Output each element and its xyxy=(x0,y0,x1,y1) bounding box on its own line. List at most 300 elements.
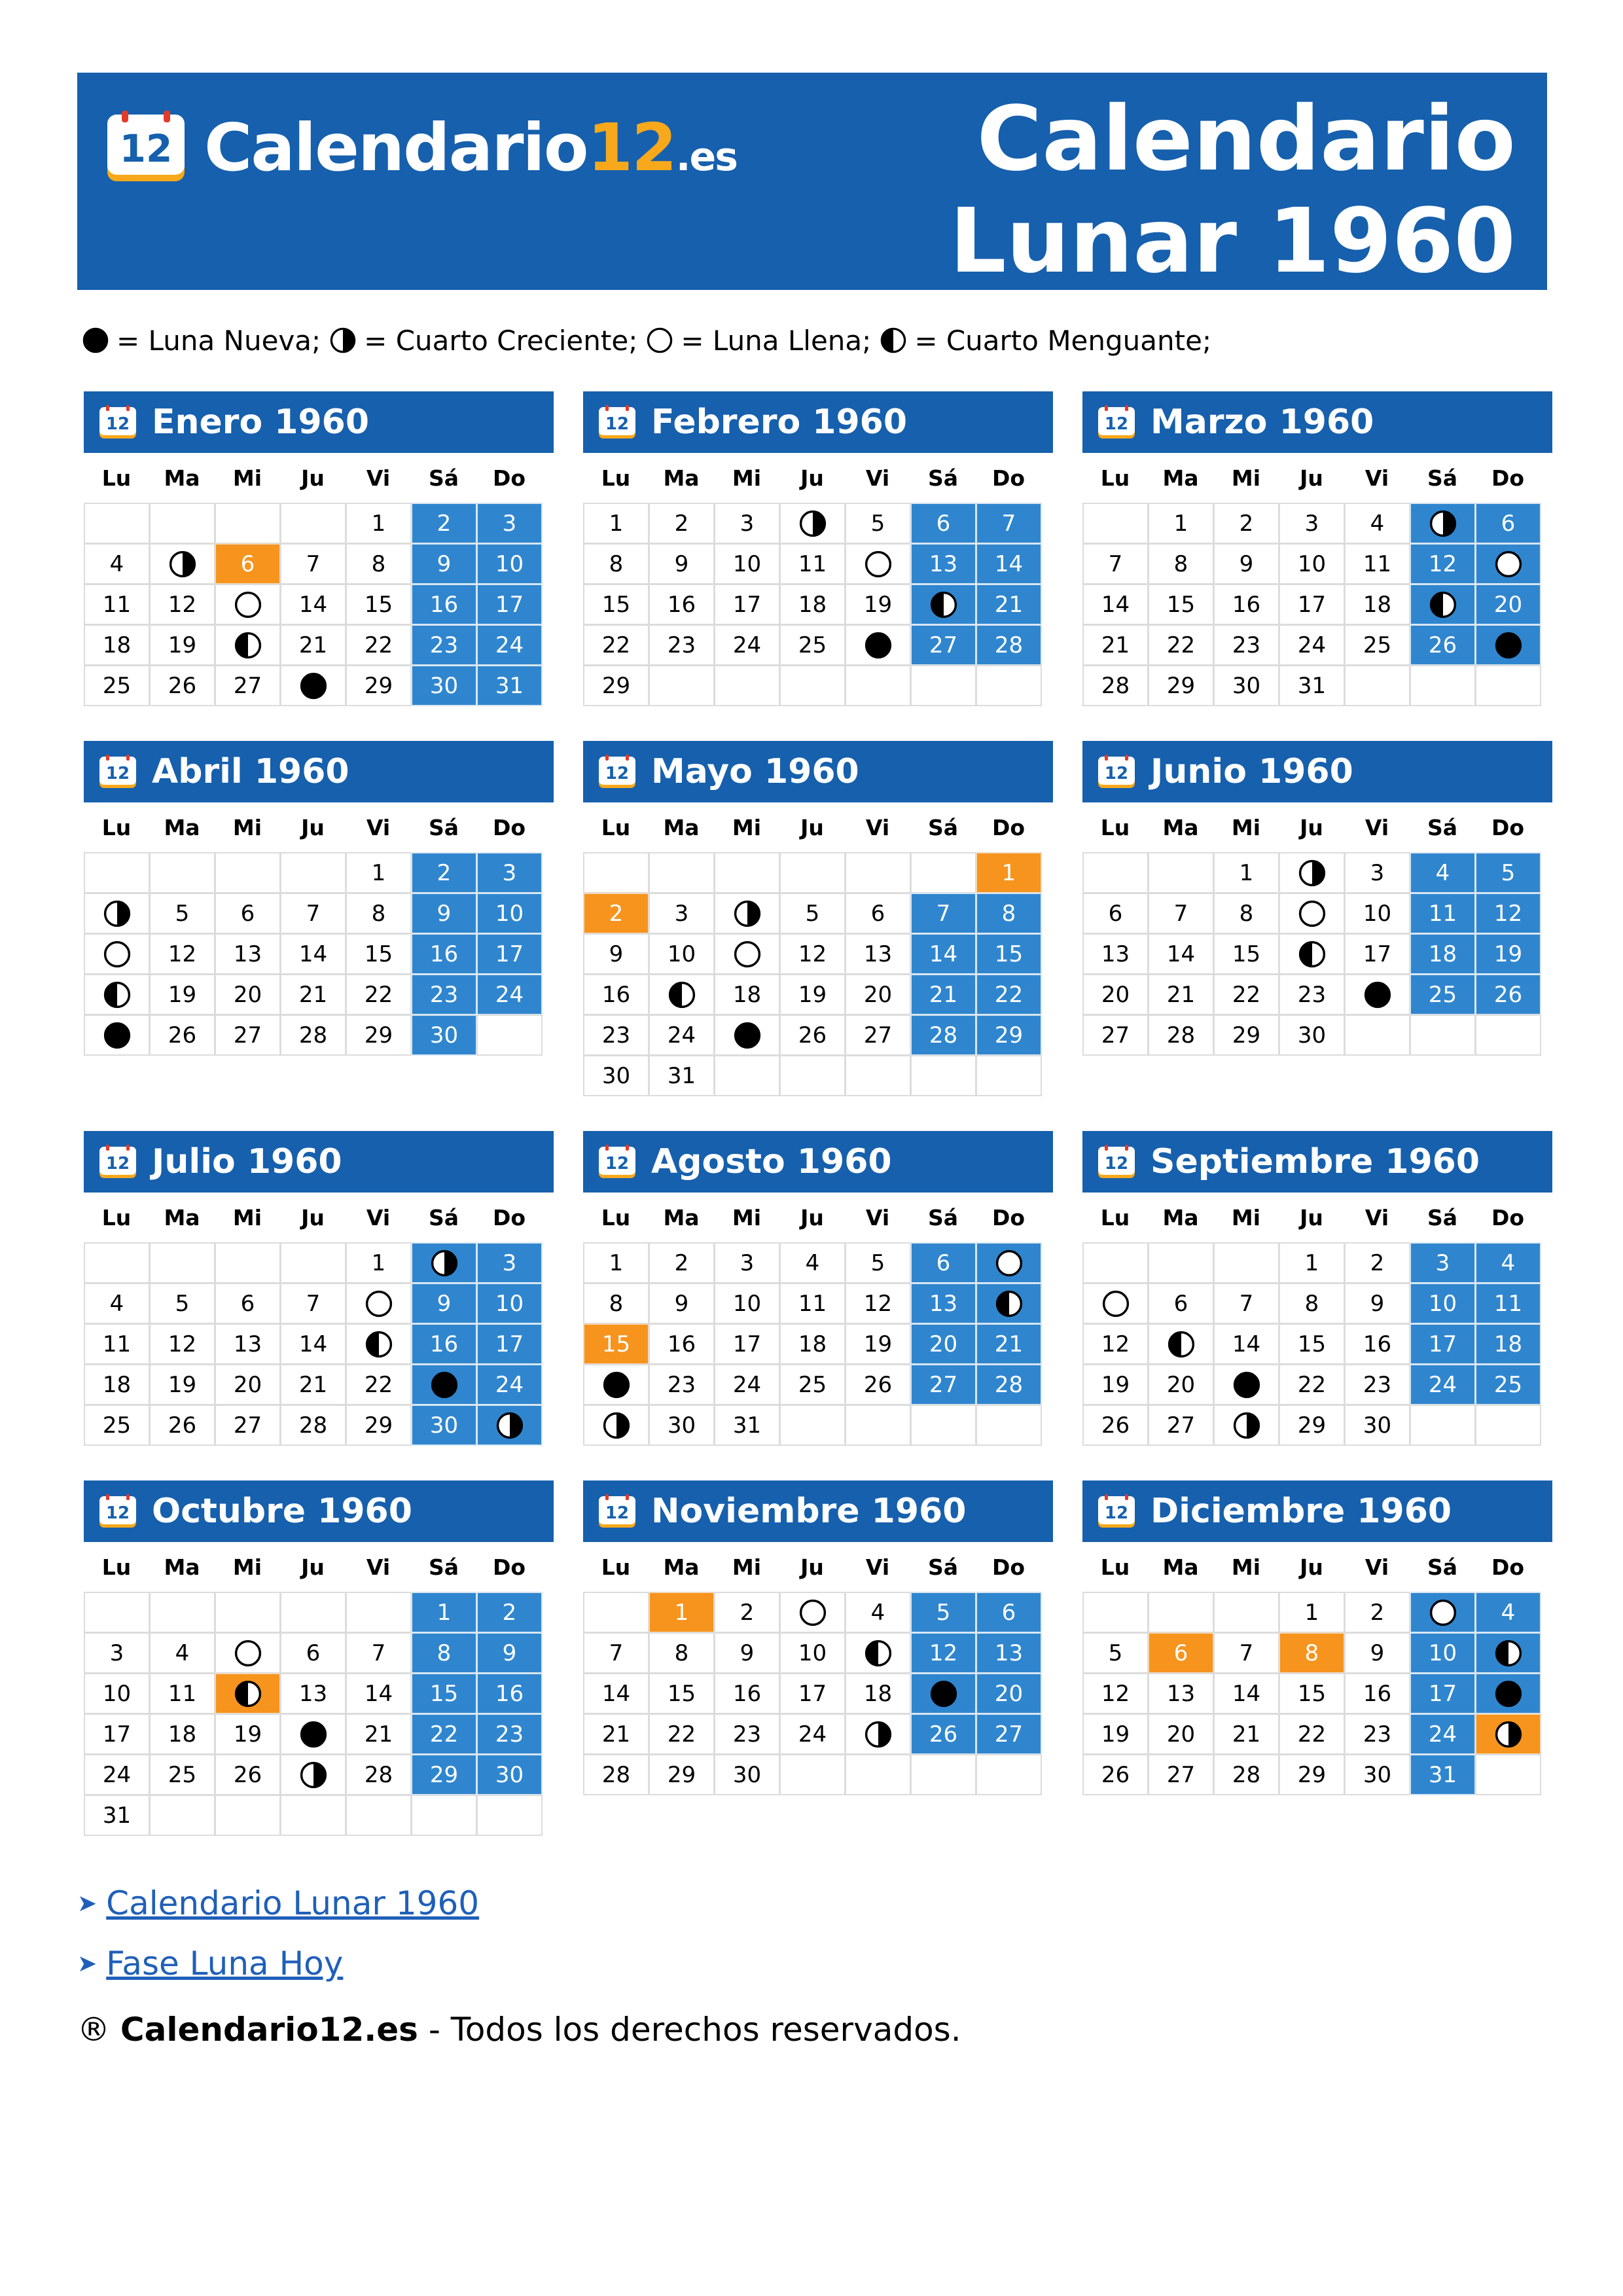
day-cell[interactable]: 6 xyxy=(1148,1632,1214,1674)
day-cell[interactable]: 1 xyxy=(583,503,649,544)
day-cell[interactable]: 23 xyxy=(649,1364,715,1405)
day-cell[interactable]: 2 xyxy=(1344,1592,1410,1633)
day-cell[interactable]: 30 xyxy=(1213,665,1279,706)
day-cell[interactable] xyxy=(714,893,780,934)
day-cell[interactable]: 7 xyxy=(976,503,1042,544)
day-cell[interactable]: 7 xyxy=(1082,543,1149,584)
day-cell[interactable]: 18 xyxy=(1410,933,1476,975)
day-cell[interactable] xyxy=(1475,543,1541,584)
day-cell[interactable] xyxy=(411,1242,477,1283)
day-cell[interactable]: 29 xyxy=(346,1014,412,1056)
day-cell[interactable]: 18 xyxy=(149,1713,215,1755)
day-cell[interactable]: 20 xyxy=(1148,1364,1214,1405)
day-cell[interactable]: 24 xyxy=(649,1014,715,1056)
day-cell[interactable]: 1 xyxy=(649,1592,715,1633)
day-cell[interactable]: 8 xyxy=(1279,1632,1345,1674)
day-cell[interactable]: 2 xyxy=(714,1592,780,1633)
day-cell[interactable] xyxy=(1410,584,1476,625)
day-cell[interactable]: 2 xyxy=(476,1592,543,1633)
day-cell[interactable] xyxy=(583,1364,649,1405)
day-cell[interactable]: 27 xyxy=(215,1014,281,1056)
day-cell[interactable]: 10 xyxy=(649,933,715,975)
day-cell[interactable]: 2 xyxy=(583,893,649,934)
day-cell[interactable]: 22 xyxy=(346,1364,412,1405)
day-cell[interactable]: 28 xyxy=(1082,665,1149,706)
day-cell[interactable]: 16 xyxy=(583,974,649,1015)
day-cell[interactable]: 19 xyxy=(149,624,215,666)
day-cell[interactable]: 15 xyxy=(1279,1323,1345,1365)
day-cell[interactable]: 26 xyxy=(1082,1405,1149,1446)
day-cell[interactable]: 25 xyxy=(1344,624,1410,666)
day-cell[interactable] xyxy=(649,974,715,1015)
day-cell[interactable]: 3 xyxy=(476,852,543,893)
day-cell[interactable]: 13 xyxy=(1082,933,1149,975)
link-calendario-lunar[interactable]: Calendario Lunar 1960 xyxy=(106,1884,480,1922)
day-cell[interactable]: 17 xyxy=(1410,1323,1476,1365)
day-cell[interactable]: 12 xyxy=(1082,1673,1149,1714)
day-cell[interactable]: 20 xyxy=(845,974,911,1015)
day-cell[interactable]: 3 xyxy=(1410,1242,1476,1283)
day-cell[interactable] xyxy=(84,933,150,975)
day-cell[interactable] xyxy=(84,893,150,934)
day-cell[interactable]: 25 xyxy=(1410,974,1476,1015)
day-cell[interactable]: 6 xyxy=(1148,1283,1214,1324)
day-cell[interactable]: 4 xyxy=(779,1242,846,1283)
day-cell[interactable]: 6 xyxy=(215,543,281,584)
day-cell[interactable]: 8 xyxy=(649,1632,715,1674)
day-cell[interactable]: 30 xyxy=(411,665,477,706)
day-cell[interactable]: 1 xyxy=(583,1242,649,1283)
day-cell[interactable]: 20 xyxy=(910,1323,976,1365)
day-cell[interactable]: 27 xyxy=(215,665,281,706)
day-cell[interactable]: 17 xyxy=(476,933,543,975)
day-cell[interactable] xyxy=(1279,893,1345,934)
day-cell[interactable]: 12 xyxy=(779,933,846,975)
day-cell[interactable]: 13 xyxy=(910,1283,976,1324)
day-cell[interactable]: 27 xyxy=(1148,1405,1214,1446)
day-cell[interactable]: 13 xyxy=(976,1632,1042,1674)
day-cell[interactable]: 4 xyxy=(1344,503,1410,544)
day-cell[interactable]: 30 xyxy=(411,1014,477,1056)
day-cell[interactable]: 18 xyxy=(845,1673,911,1714)
day-cell[interactable] xyxy=(910,1673,976,1714)
day-cell[interactable] xyxy=(84,1014,150,1056)
day-cell[interactable]: 28 xyxy=(280,1014,346,1056)
day-cell[interactable]: 11 xyxy=(1344,543,1410,584)
day-cell[interactable] xyxy=(476,1405,543,1446)
day-cell[interactable]: 8 xyxy=(583,1283,649,1324)
day-cell[interactable] xyxy=(1410,1592,1476,1633)
day-cell[interactable] xyxy=(215,624,281,666)
day-cell[interactable]: 25 xyxy=(84,665,150,706)
day-cell[interactable]: 28 xyxy=(976,1364,1042,1405)
day-cell[interactable]: 19 xyxy=(845,1323,911,1365)
day-cell[interactable]: 16 xyxy=(1213,584,1279,625)
day-cell[interactable]: 28 xyxy=(910,1014,976,1056)
day-cell[interactable]: 12 xyxy=(149,584,215,625)
day-cell[interactable]: 26 xyxy=(1410,624,1476,666)
day-cell[interactable]: 26 xyxy=(149,1405,215,1446)
day-cell[interactable]: 27 xyxy=(910,624,976,666)
day-cell[interactable]: 5 xyxy=(149,1283,215,1324)
day-cell[interactable]: 24 xyxy=(779,1713,846,1755)
day-cell[interactable]: 10 xyxy=(476,893,543,934)
day-cell[interactable] xyxy=(1213,1405,1279,1446)
day-cell[interactable]: 29 xyxy=(346,665,412,706)
day-cell[interactable]: 11 xyxy=(779,1283,846,1324)
day-cell[interactable]: 10 xyxy=(714,1283,780,1324)
day-cell[interactable]: 17 xyxy=(1344,933,1410,975)
day-cell[interactable]: 19 xyxy=(1475,933,1541,975)
day-cell[interactable]: 13 xyxy=(910,543,976,584)
day-cell[interactable]: 20 xyxy=(215,1364,281,1405)
day-cell[interactable]: 26 xyxy=(1475,974,1541,1015)
day-cell[interactable]: 2 xyxy=(649,1242,715,1283)
day-cell[interactable]: 15 xyxy=(346,584,412,625)
day-cell[interactable]: 12 xyxy=(910,1632,976,1674)
day-cell[interactable]: 23 xyxy=(1344,1364,1410,1405)
day-cell[interactable]: 28 xyxy=(346,1754,412,1795)
day-cell[interactable]: 23 xyxy=(649,624,715,666)
day-cell[interactable]: 22 xyxy=(346,624,412,666)
day-cell[interactable]: 23 xyxy=(583,1014,649,1056)
day-cell[interactable]: 16 xyxy=(649,584,715,625)
day-cell[interactable]: 24 xyxy=(476,1364,543,1405)
day-cell[interactable]: 22 xyxy=(1279,1364,1345,1405)
day-cell[interactable]: 10 xyxy=(1410,1632,1476,1674)
day-cell[interactable]: 13 xyxy=(215,933,281,975)
day-cell[interactable]: 27 xyxy=(845,1014,911,1056)
day-cell[interactable]: 30 xyxy=(1344,1754,1410,1795)
day-cell[interactable]: 17 xyxy=(1279,584,1345,625)
day-cell[interactable]: 30 xyxy=(583,1055,649,1096)
day-cell[interactable]: 23 xyxy=(1344,1713,1410,1755)
day-cell[interactable]: 5 xyxy=(910,1592,976,1633)
day-cell[interactable]: 21 xyxy=(280,624,346,666)
day-cell[interactable]: 15 xyxy=(583,584,649,625)
day-cell[interactable]: 28 xyxy=(280,1405,346,1446)
day-cell[interactable]: 11 xyxy=(1475,1283,1541,1324)
day-cell[interactable]: 12 xyxy=(149,1323,215,1365)
day-cell[interactable]: 7 xyxy=(1148,893,1214,934)
day-cell[interactable]: 29 xyxy=(346,1405,412,1446)
day-cell[interactable]: 27 xyxy=(1082,1014,1149,1056)
day-cell[interactable]: 7 xyxy=(280,1283,346,1324)
day-cell[interactable] xyxy=(1213,1364,1279,1405)
day-cell[interactable]: 5 xyxy=(779,893,846,934)
day-cell[interactable]: 29 xyxy=(583,665,649,706)
day-cell[interactable]: 18 xyxy=(714,974,780,1015)
day-cell[interactable] xyxy=(1475,1632,1541,1674)
day-cell[interactable]: 12 xyxy=(149,933,215,975)
day-cell[interactable]: 29 xyxy=(1279,1754,1345,1795)
day-cell[interactable]: 2 xyxy=(1213,503,1279,544)
day-cell[interactable]: 30 xyxy=(476,1754,543,1795)
day-cell[interactable]: 24 xyxy=(476,974,543,1015)
day-cell[interactable]: 2 xyxy=(649,503,715,544)
day-cell[interactable]: 15 xyxy=(1213,933,1279,975)
day-cell[interactable]: 15 xyxy=(346,933,412,975)
day-cell[interactable]: 12 xyxy=(1475,893,1541,934)
day-cell[interactable]: 25 xyxy=(149,1754,215,1795)
day-cell[interactable]: 26 xyxy=(215,1754,281,1795)
day-cell[interactable]: 9 xyxy=(1213,543,1279,584)
day-cell[interactable]: 10 xyxy=(714,543,780,584)
day-cell[interactable]: 14 xyxy=(910,933,976,975)
day-cell[interactable] xyxy=(779,503,846,544)
day-cell[interactable]: 23 xyxy=(714,1713,780,1755)
day-cell[interactable] xyxy=(215,584,281,625)
day-cell[interactable]: 27 xyxy=(976,1713,1042,1755)
day-cell[interactable]: 9 xyxy=(411,543,477,584)
day-cell[interactable]: 31 xyxy=(649,1055,715,1096)
day-cell[interactable]: 10 xyxy=(84,1673,150,1714)
day-cell[interactable] xyxy=(910,584,976,625)
day-cell[interactable]: 10 xyxy=(476,1283,543,1324)
day-cell[interactable] xyxy=(845,1632,911,1674)
day-cell[interactable]: 22 xyxy=(1213,974,1279,1015)
day-cell[interactable]: 16 xyxy=(411,1323,477,1365)
day-cell[interactable]: 15 xyxy=(1279,1673,1345,1714)
day-cell[interactable]: 7 xyxy=(280,893,346,934)
day-cell[interactable]: 28 xyxy=(583,1754,649,1795)
day-cell[interactable]: 28 xyxy=(1148,1014,1214,1056)
day-cell[interactable]: 1 xyxy=(411,1592,477,1633)
day-cell[interactable]: 3 xyxy=(476,503,543,544)
day-cell[interactable]: 19 xyxy=(1082,1713,1149,1755)
day-cell[interactable]: 19 xyxy=(149,1364,215,1405)
day-cell[interactable]: 9 xyxy=(411,893,477,934)
day-cell[interactable]: 5 xyxy=(1475,852,1541,893)
day-cell[interactable]: 9 xyxy=(1344,1283,1410,1324)
day-cell[interactable]: 17 xyxy=(779,1673,846,1714)
day-cell[interactable]: 7 xyxy=(1213,1632,1279,1674)
day-cell[interactable]: 18 xyxy=(1344,584,1410,625)
day-cell[interactable]: 12 xyxy=(1410,543,1476,584)
day-cell[interactable] xyxy=(714,1014,780,1056)
day-cell[interactable]: 9 xyxy=(411,1283,477,1324)
day-cell[interactable]: 5 xyxy=(845,503,911,544)
day-cell[interactable]: 13 xyxy=(1148,1673,1214,1714)
day-cell[interactable]: 22 xyxy=(1148,624,1214,666)
day-cell[interactable]: 2 xyxy=(411,852,477,893)
day-cell[interactable]: 16 xyxy=(649,1323,715,1365)
day-cell[interactable]: 8 xyxy=(1279,1283,1345,1324)
day-cell[interactable]: 20 xyxy=(1475,584,1541,625)
day-cell[interactable]: 16 xyxy=(714,1673,780,1714)
day-cell[interactable]: 18 xyxy=(779,1323,846,1365)
day-cell[interactable]: 12 xyxy=(1082,1323,1149,1365)
day-cell[interactable]: 3 xyxy=(1279,503,1345,544)
day-cell[interactable]: 15 xyxy=(649,1673,715,1714)
day-cell[interactable]: 15 xyxy=(1148,584,1214,625)
day-cell[interactable]: 30 xyxy=(649,1405,715,1446)
day-cell[interactable]: 29 xyxy=(1148,665,1214,706)
day-cell[interactable]: 11 xyxy=(84,584,150,625)
day-cell[interactable]: 19 xyxy=(149,974,215,1015)
day-cell[interactable]: 17 xyxy=(1410,1673,1476,1714)
day-cell[interactable]: 4 xyxy=(84,1283,150,1324)
day-cell[interactable]: 9 xyxy=(714,1632,780,1674)
day-cell[interactable]: 31 xyxy=(1279,665,1345,706)
day-cell[interactable] xyxy=(845,624,911,666)
day-cell[interactable]: 26 xyxy=(149,665,215,706)
day-cell[interactable]: 21 xyxy=(280,1364,346,1405)
day-cell[interactable]: 31 xyxy=(714,1405,780,1446)
day-cell[interactable]: 14 xyxy=(976,543,1042,584)
day-cell[interactable]: 14 xyxy=(1213,1323,1279,1365)
day-cell[interactable]: 24 xyxy=(84,1754,150,1795)
day-cell[interactable]: 9 xyxy=(1344,1632,1410,1674)
day-cell[interactable]: 14 xyxy=(1082,584,1149,625)
day-cell[interactable]: 21 xyxy=(1148,974,1214,1015)
day-cell[interactable] xyxy=(215,1632,281,1674)
day-cell[interactable]: 2 xyxy=(1344,1242,1410,1283)
day-cell[interactable]: 14 xyxy=(280,584,346,625)
day-cell[interactable]: 6 xyxy=(215,893,281,934)
day-cell[interactable]: 19 xyxy=(779,974,846,1015)
day-cell[interactable]: 17 xyxy=(476,584,543,625)
day-cell[interactable]: 14 xyxy=(280,933,346,975)
day-cell[interactable]: 27 xyxy=(910,1364,976,1405)
day-cell[interactable]: 4 xyxy=(1475,1242,1541,1283)
day-cell[interactable]: 3 xyxy=(714,1242,780,1283)
day-cell[interactable]: 2 xyxy=(411,503,477,544)
day-cell[interactable]: 10 xyxy=(1344,893,1410,934)
day-cell[interactable] xyxy=(411,1364,477,1405)
day-cell[interactable]: 29 xyxy=(649,1754,715,1795)
day-cell[interactable]: 21 xyxy=(583,1713,649,1755)
day-cell[interactable]: 23 xyxy=(411,624,477,666)
day-cell[interactable]: 1 xyxy=(346,1242,412,1283)
day-cell[interactable]: 13 xyxy=(215,1323,281,1365)
day-cell[interactable]: 8 xyxy=(1148,543,1214,584)
day-cell[interactable]: 29 xyxy=(411,1754,477,1795)
day-cell[interactable]: 8 xyxy=(976,893,1042,934)
day-cell[interactable]: 21 xyxy=(910,974,976,1015)
site-logo[interactable] xyxy=(105,108,737,187)
day-cell[interactable]: 28 xyxy=(976,624,1042,666)
day-cell[interactable]: 1 xyxy=(346,503,412,544)
day-cell[interactable]: 9 xyxy=(649,543,715,584)
day-cell[interactable] xyxy=(1475,1673,1541,1714)
day-cell[interactable]: 4 xyxy=(84,543,150,584)
day-cell[interactable]: 22 xyxy=(976,974,1042,1015)
day-cell[interactable] xyxy=(1475,624,1541,666)
day-cell[interactable]: 1 xyxy=(346,852,412,893)
day-cell[interactable]: 6 xyxy=(1475,503,1541,544)
day-cell[interactable] xyxy=(346,1283,412,1324)
day-cell[interactable]: 25 xyxy=(779,624,846,666)
day-cell[interactable]: 1 xyxy=(976,852,1042,893)
day-cell[interactable]: 10 xyxy=(476,543,543,584)
day-cell[interactable]: 16 xyxy=(411,584,477,625)
day-cell[interactable]: 19 xyxy=(215,1713,281,1755)
day-cell[interactable]: 14 xyxy=(280,1323,346,1365)
day-cell[interactable]: 8 xyxy=(411,1632,477,1674)
day-cell[interactable]: 29 xyxy=(976,1014,1042,1056)
day-cell[interactable]: 17 xyxy=(84,1713,150,1755)
day-cell[interactable]: 23 xyxy=(476,1713,543,1755)
day-cell[interactable]: 25 xyxy=(84,1405,150,1446)
day-cell[interactable]: 27 xyxy=(215,1405,281,1446)
day-cell[interactable] xyxy=(845,543,911,584)
day-cell[interactable]: 24 xyxy=(714,1364,780,1405)
day-cell[interactable]: 20 xyxy=(976,1673,1042,1714)
day-cell[interactable] xyxy=(149,543,215,584)
day-cell[interactable]: 23 xyxy=(1279,974,1345,1015)
day-cell[interactable] xyxy=(1344,974,1410,1015)
day-cell[interactable] xyxy=(1148,1323,1214,1365)
day-cell[interactable]: 21 xyxy=(1082,624,1149,666)
day-cell[interactable]: 5 xyxy=(845,1242,911,1283)
day-cell[interactable]: 24 xyxy=(714,624,780,666)
day-cell[interactable] xyxy=(583,1405,649,1446)
day-cell[interactable]: 6 xyxy=(1082,893,1149,934)
day-cell[interactable]: 4 xyxy=(845,1592,911,1633)
day-cell[interactable]: 17 xyxy=(714,1323,780,1365)
day-cell[interactable]: 14 xyxy=(583,1673,649,1714)
day-cell[interactable]: 7 xyxy=(1213,1283,1279,1324)
day-cell[interactable]: 20 xyxy=(215,974,281,1015)
day-cell[interactable]: 6 xyxy=(976,1592,1042,1633)
day-cell[interactable]: 7 xyxy=(583,1632,649,1674)
day-cell[interactable]: 1 xyxy=(1279,1592,1345,1633)
day-cell[interactable]: 31 xyxy=(476,665,543,706)
day-cell[interactable]: 15 xyxy=(411,1673,477,1714)
day-cell[interactable]: 8 xyxy=(1213,893,1279,934)
day-cell[interactable]: 11 xyxy=(149,1673,215,1714)
day-cell[interactable] xyxy=(1279,852,1345,893)
day-cell[interactable]: 1 xyxy=(1148,503,1214,544)
day-cell[interactable]: 25 xyxy=(779,1364,846,1405)
day-cell[interactable]: 3 xyxy=(649,893,715,934)
day-cell[interactable]: 11 xyxy=(779,543,846,584)
day-cell[interactable]: 8 xyxy=(346,893,412,934)
day-cell[interactable]: 3 xyxy=(714,503,780,544)
day-cell[interactable]: 1 xyxy=(1213,852,1279,893)
day-cell[interactable]: 6 xyxy=(845,893,911,934)
day-cell[interactable]: 31 xyxy=(1410,1754,1476,1795)
day-cell[interactable] xyxy=(1279,933,1345,975)
day-cell[interactable] xyxy=(1410,503,1476,544)
day-cell[interactable]: 24 xyxy=(476,624,543,666)
day-cell[interactable]: 21 xyxy=(280,974,346,1015)
day-cell[interactable]: 22 xyxy=(1279,1713,1345,1755)
day-cell[interactable]: 6 xyxy=(910,1242,976,1283)
day-cell[interactable]: 5 xyxy=(1082,1632,1149,1674)
day-cell[interactable]: 8 xyxy=(583,543,649,584)
day-cell[interactable]: 21 xyxy=(976,1323,1042,1365)
day-cell[interactable]: 24 xyxy=(1410,1713,1476,1755)
day-cell[interactable]: 19 xyxy=(845,584,911,625)
day-cell[interactable]: 10 xyxy=(779,1632,846,1674)
day-cell[interactable] xyxy=(215,1673,281,1714)
day-cell[interactable] xyxy=(280,1754,346,1795)
day-cell[interactable]: 18 xyxy=(84,1364,150,1405)
day-cell[interactable] xyxy=(280,665,346,706)
day-cell[interactable]: 7 xyxy=(346,1632,412,1674)
day-cell[interactable]: 26 xyxy=(1082,1754,1149,1795)
day-cell[interactable] xyxy=(1475,1713,1541,1755)
day-cell[interactable]: 15 xyxy=(583,1323,649,1365)
day-cell[interactable]: 18 xyxy=(1475,1323,1541,1365)
day-cell[interactable]: 26 xyxy=(779,1014,846,1056)
day-cell[interactable] xyxy=(845,1713,911,1755)
day-cell[interactable]: 30 xyxy=(1344,1405,1410,1446)
day-cell[interactable]: 26 xyxy=(149,1014,215,1056)
day-cell[interactable]: 31 xyxy=(84,1795,150,1836)
